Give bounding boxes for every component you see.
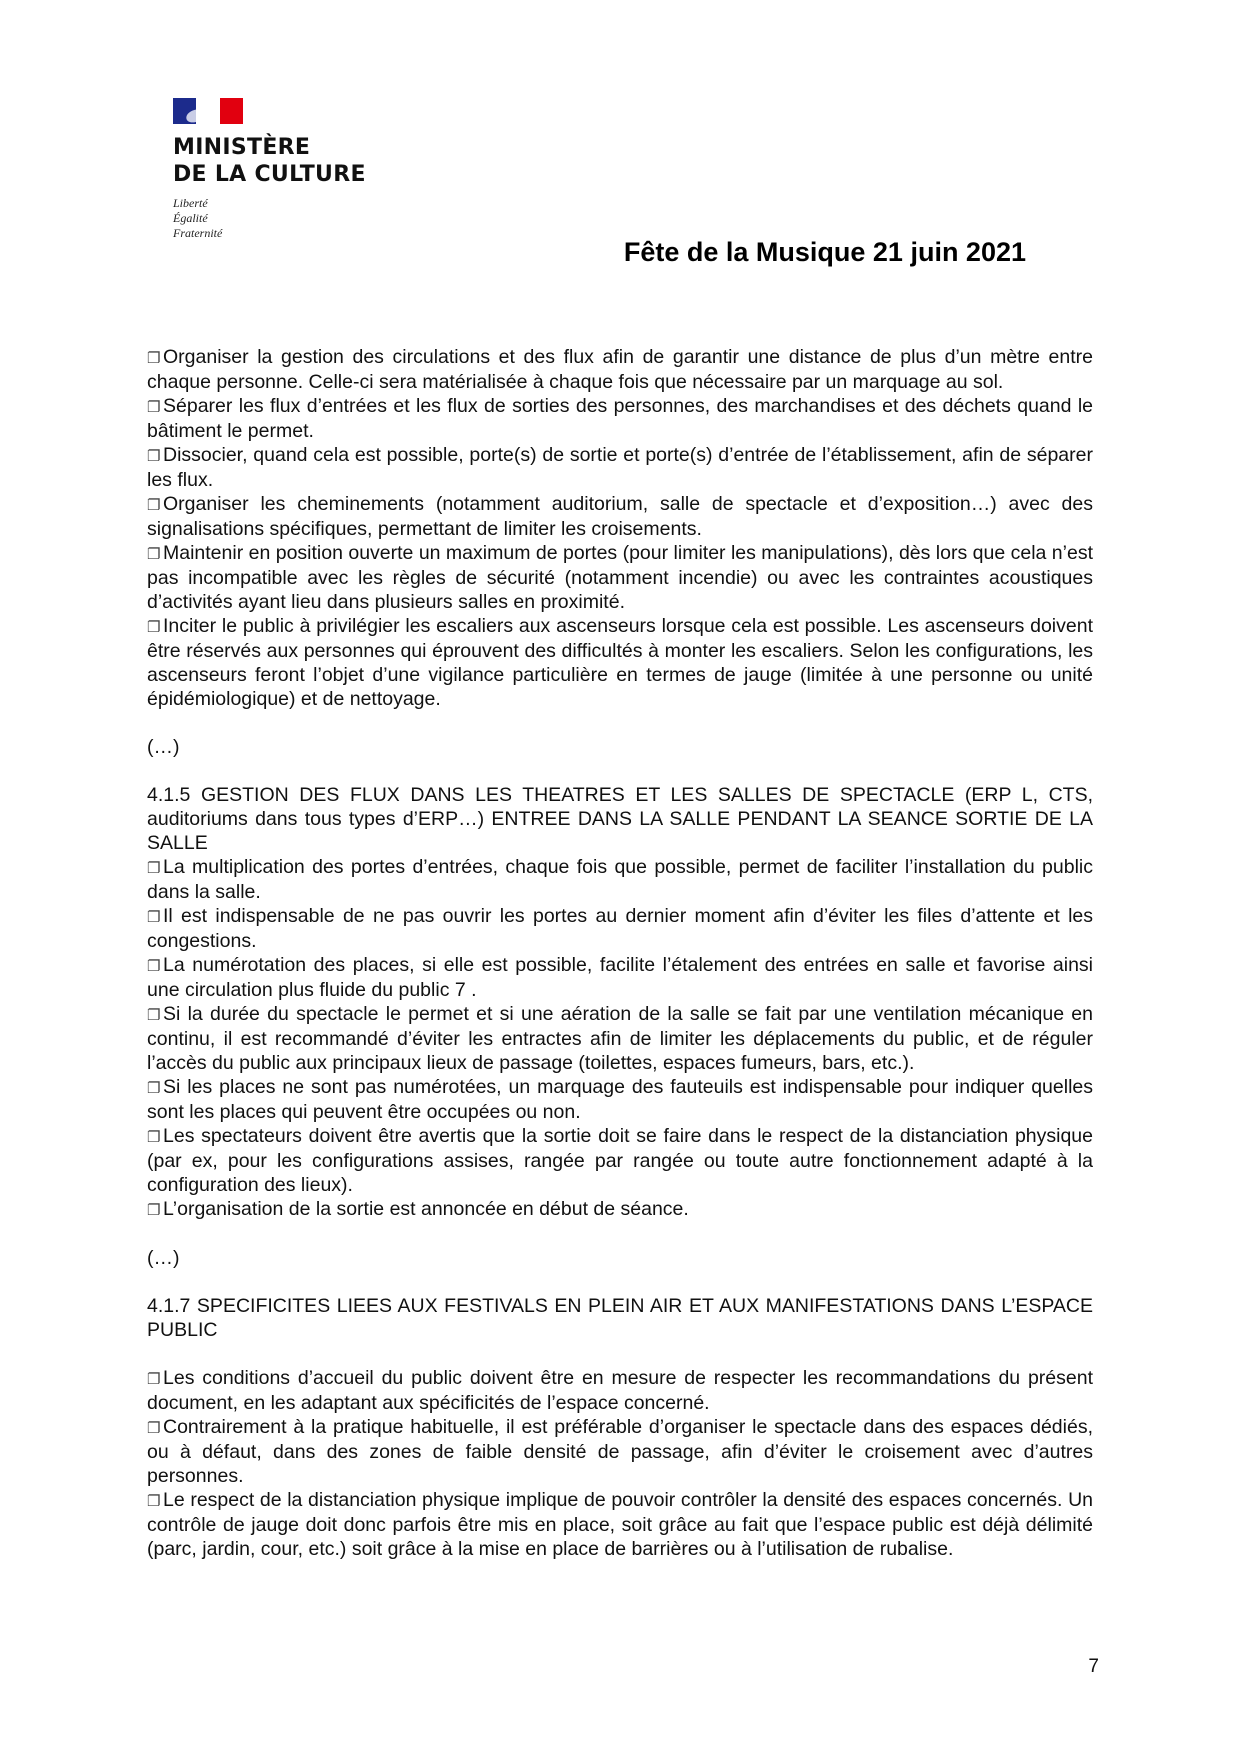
bullet-text: Les spectateurs doivent être avertis que la sortie doit se faire dans le respect de la distanciation physique (par ex, pour les configurations assises, rangée par rangée ou toute autre fonctionnement adapté à la configuration des lieux). [147, 1125, 1093, 1196]
bullet-text: Il est indispensable de ne pas ouvrir les portes au dernier moment afin d’éviter les files d’attente et les congestions. [147, 905, 1093, 952]
document-body [147, 345, 1093, 1561]
body-paragraph: 4.1.7 SPECIFICITES LIEES AUX FESTIVALS EN PLEIN AIR ET AUX MANIFESTATIONS DANS L’ESPACE PUBLIC [147, 1295, 1093, 1341]
checkbox-bullet-icon: ❐ [147, 545, 161, 563]
checkbox-bullet-icon: ❐ [147, 1006, 161, 1024]
bullet-paragraph [147, 394, 1093, 443]
blank-line [147, 1270, 1093, 1294]
ministry-logo [173, 98, 433, 241]
bullet-paragraph [147, 953, 1093, 1002]
flag-red-band [220, 98, 243, 124]
marianne-flag-icon [173, 98, 243, 124]
bullet-text: Le respect de la distanciation physique implique de pouvoir contrôler la densité des espaces concernés. Un contrôle de jauge doit donc parfois être mis en place, soit grâce au fait que l’espace public est déjà délimité (parc, jardin, cour, etc.) soit grâce à la mise en place de barrières ou à l’utilisation de rubalise. [147, 1489, 1093, 1560]
body-paragraph: (…) [147, 1247, 180, 1269]
bullet-paragraph [147, 855, 1093, 904]
bullet-text: Organiser la gestion des circulations et des flux afin de garantir une distance de plus d’un mètre entre chaque personne. Celle-ci sera matérialisée à chaque fois que nécessaire par un marquage au sol. [147, 346, 1093, 393]
motto-liberte: Liberté [173, 196, 208, 210]
ministry-name [173, 134, 433, 188]
body-paragraph: (…) [147, 736, 180, 758]
motto-egalite: Égalité [173, 211, 208, 225]
ministry-name-line1: MINISTÈRE [173, 135, 311, 160]
bullet-paragraph [147, 1488, 1093, 1561]
checkbox-bullet-icon: ❐ [147, 957, 161, 975]
checkbox-bullet-icon: ❐ [147, 1492, 161, 1510]
bullet-text: La numérotation des places, si elle est possible, facilite l’étalement des entrées en salle et favorise ainsi une circulation plus fluide du public 7 . [147, 954, 1093, 1001]
checkbox-bullet-icon: ❐ [147, 1201, 161, 1219]
bullet-text: Contrairement à la pratique habituelle, il est préférable d’organiser le spectacle dans des espaces dédiés, ou à défaut, dans des zones de faible densité de passage, afin d’éviter le croisement avec d’autres personnes. [147, 1416, 1093, 1487]
republic-motto [173, 196, 433, 241]
ministry-name-line2: DE LA CULTURE [173, 162, 366, 187]
bullet-paragraph [147, 904, 1093, 953]
bullet-text: Organiser les cheminements (notamment auditorium, salle de spectacle et d’exposition…) avec des signalisations spécifiques, permettant de limiter les croisements. [147, 493, 1093, 540]
body-paragraph: 4.1.5 GESTION DES FLUX DANS LES THEATRES ET LES SALLES DE SPECTACLE (ERP L, CTS, auditoriums dans tous types d’ERP…) ENTREE DANS LA SALLE PENDANT LA SEANCE SORTIE DE LA SALLE [147, 784, 1093, 854]
blank-line [147, 1222, 1093, 1246]
checkbox-bullet-icon: ❐ [147, 496, 161, 514]
checkbox-bullet-icon: ❐ [147, 349, 161, 367]
bullet-paragraph [147, 443, 1093, 492]
bullet-text: Inciter le public à privilégier les escaliers aux ascenseurs lorsque cela est possible. Les ascenseurs doivent être réservés aux personnes qui éprouvent des difficultés à monter les escaliers. Selon les configurations, les ascenseurs feront l’objet d’une vigilance particulière en termes de jauge (limitée à une personne ou unité épidémiologique) et de nettoyage. [147, 615, 1093, 710]
checkbox-bullet-icon: ❐ [147, 1419, 161, 1437]
checkbox-bullet-icon: ❐ [147, 618, 161, 636]
checkbox-bullet-icon: ❐ [147, 1128, 161, 1146]
bullet-paragraph [147, 492, 1093, 541]
bullet-paragraph [147, 1197, 1093, 1222]
page-number: 7 [1088, 1656, 1099, 1677]
flag-white-band [196, 98, 220, 124]
blank-line [147, 759, 1093, 783]
bullet-paragraph [147, 1415, 1093, 1488]
checkbox-bullet-icon: ❐ [147, 447, 161, 465]
blank-line [147, 711, 1093, 735]
bullet-text: Dissocier, quand cela est possible, porte(s) de sortie et porte(s) d’entrée de l’établissement, afin de séparer les flux. [147, 444, 1093, 491]
bullet-text: Si la durée du spectacle le permet et si une aération de la salle se fait par une ventilation mécanique en continu, il est recommandé d’éviter les entractes afin de limiter les déplacements du public, et de réguler l’accès du public aux principaux lieux de passage (toilettes, espaces fumeurs, bars, etc.). [147, 1003, 1093, 1074]
checkbox-bullet-icon: ❐ [147, 1370, 161, 1388]
blank-line [147, 1342, 1093, 1366]
bullet-text: Si les places ne sont pas numérotées, un marquage des fauteuils est indispensable pour indiquer quelles sont les places qui peuvent être occupées ou non. [147, 1076, 1093, 1123]
bullet-text: Les conditions d’accueil du public doivent être en mesure de respecter les recommandations du présent document, en les adaptant aux spécificités de l’espace concerné. [147, 1367, 1093, 1414]
bullet-text: L’organisation de la sortie est annoncée en début de séance. [163, 1198, 689, 1220]
bullet-paragraph [147, 614, 1093, 711]
document-title: Fête de la Musique 21 juin 2021 [623, 237, 1026, 267]
bullet-paragraph [147, 345, 1093, 394]
flag-blue-band [173, 98, 196, 124]
bullet-paragraph [147, 1124, 1093, 1197]
checkbox-bullet-icon: ❐ [147, 1079, 161, 1097]
motto-fraternite: Fraternité [173, 226, 223, 240]
checkbox-bullet-icon: ❐ [147, 398, 161, 416]
checkbox-bullet-icon: ❐ [147, 908, 161, 926]
bullet-paragraph [147, 1002, 1093, 1075]
bullet-paragraph [147, 1366, 1093, 1415]
checkbox-bullet-icon: ❐ [147, 859, 161, 877]
bullet-paragraph [147, 1075, 1093, 1124]
bullet-paragraph [147, 541, 1093, 614]
bullet-text: Maintenir en position ouverte un maximum de portes (pour limiter les manipulations), dès lors que cela n’est pas incompatible avec les règles de sécurité (notamment incendie) ou avec les contraintes acoustiques d’activités ayant lieu dans plusieurs salles en proximité. [147, 542, 1093, 613]
bullet-text: Séparer les flux d’entrées et les flux de sorties des personnes, des marchandises et des déchets quand le bâtiment le permet. [147, 395, 1093, 442]
bullet-text: La multiplication des portes d’entrées, chaque fois que possible, permet de faciliter l’installation du public dans la salle. [147, 856, 1093, 903]
